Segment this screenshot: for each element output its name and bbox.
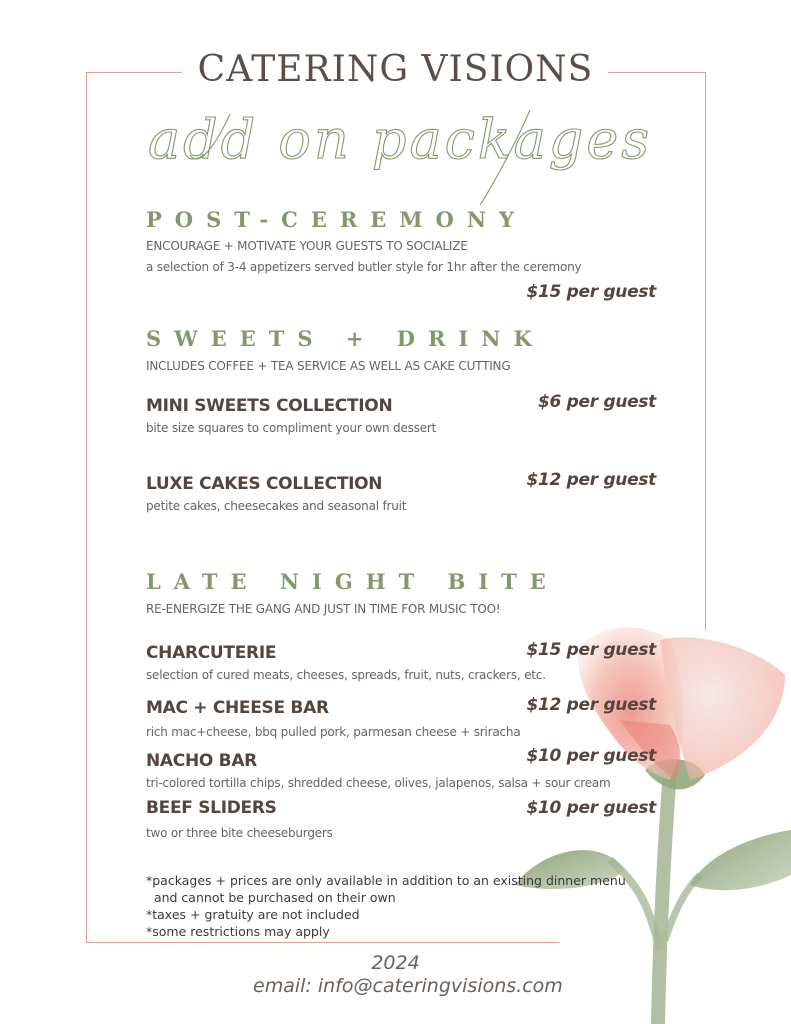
item-price-mac-cheese-bar: $12 per guest (526, 695, 656, 715)
item-desc-luxe-cakes: petite cakes, cheesecakes and seasonal fruit (146, 499, 407, 513)
section-title-sweets-drink: SWEETS + DRINK (146, 326, 545, 351)
item-name-mac-cheese-bar: MAC + CHEESE BAR (146, 698, 329, 718)
item-desc-beef-sliders: two or three bite cheeseburgers (146, 826, 333, 840)
section-subtitle-sweets-drink: INCLUDES COFFEE + TEA SERVICE AS WELL AS CAKE CUTTING (146, 359, 511, 373)
item-price-mini-sweets: $6 per guest (537, 392, 656, 412)
section-title-post-ceremony: POST-CEREMONY (146, 207, 528, 232)
script-title-add-on-packages (130, 100, 670, 210)
item-name-mini-sweets: MINI SWEETS COLLECTION (146, 396, 393, 416)
item-price-nacho-bar: $10 per guest (526, 746, 656, 766)
item-desc-charcuterie: selection of cured meats, cheeses, spreads, fruit, nuts, crackers, etc. (146, 668, 546, 682)
section-title-late-night-bite: LATE NIGHT BITE (146, 569, 559, 594)
frame-border-right (705, 72, 706, 630)
frame-border-bottom (86, 942, 559, 943)
item-name-charcuterie: CHARCUTERIE (146, 643, 277, 663)
item-desc-mac-cheese-bar: rich mac+cheese, bbq pulled pork, parmesan cheese + sriracha (146, 725, 521, 739)
note-line-1: *packages + prices are only available in addition to an existing dinner menu (146, 873, 626, 888)
item-price-luxe-cakes: $12 per guest (526, 470, 656, 490)
footer-email[interactable]: email: info@cateringvisions.com (253, 975, 563, 997)
section-subtitle-post-ceremony: ENCOURAGE + MOTIVATE YOUR GUESTS TO SOCIALIZE (146, 239, 468, 253)
item-price-beef-sliders: $10 per guest (526, 798, 656, 818)
note-line-2: and cannot be purchased on their own (146, 890, 396, 905)
note-line-3: *taxes + gratuity are not included (146, 907, 360, 922)
note-line-4: *some restrictions may apply (146, 924, 330, 939)
section-subtitle-late-night-bite: RE-ENERGIZE THE GANG AND JUST IN TIME FOR MUSIC TOO! (146, 602, 501, 616)
item-desc-mini-sweets: bite size squares to compliment your own dessert (146, 421, 437, 435)
post-ceremony-price: $15 per guest (526, 282, 656, 302)
item-desc-nacho-bar: tri-colored tortilla chips, shredded cheese, olives, jalapenos, salsa + sour cream (146, 776, 611, 790)
item-name-luxe-cakes: LUXE CAKES COLLECTION (146, 474, 383, 494)
post-ceremony-description: a selection of 3-4 appetizers served butler style for 1hr after the ceremony (146, 260, 582, 274)
frame-border-left (86, 72, 87, 943)
item-name-beef-sliders: BEEF SLIDERS (146, 798, 277, 818)
item-price-charcuterie: $15 per guest (526, 640, 656, 660)
item-name-nacho-bar: NACHO BAR (146, 751, 257, 771)
brand-title: CATERING VISIONS (197, 49, 594, 90)
svg-text:add on packages: add on packages (147, 108, 653, 171)
footer-year: 2024 (371, 952, 420, 974)
